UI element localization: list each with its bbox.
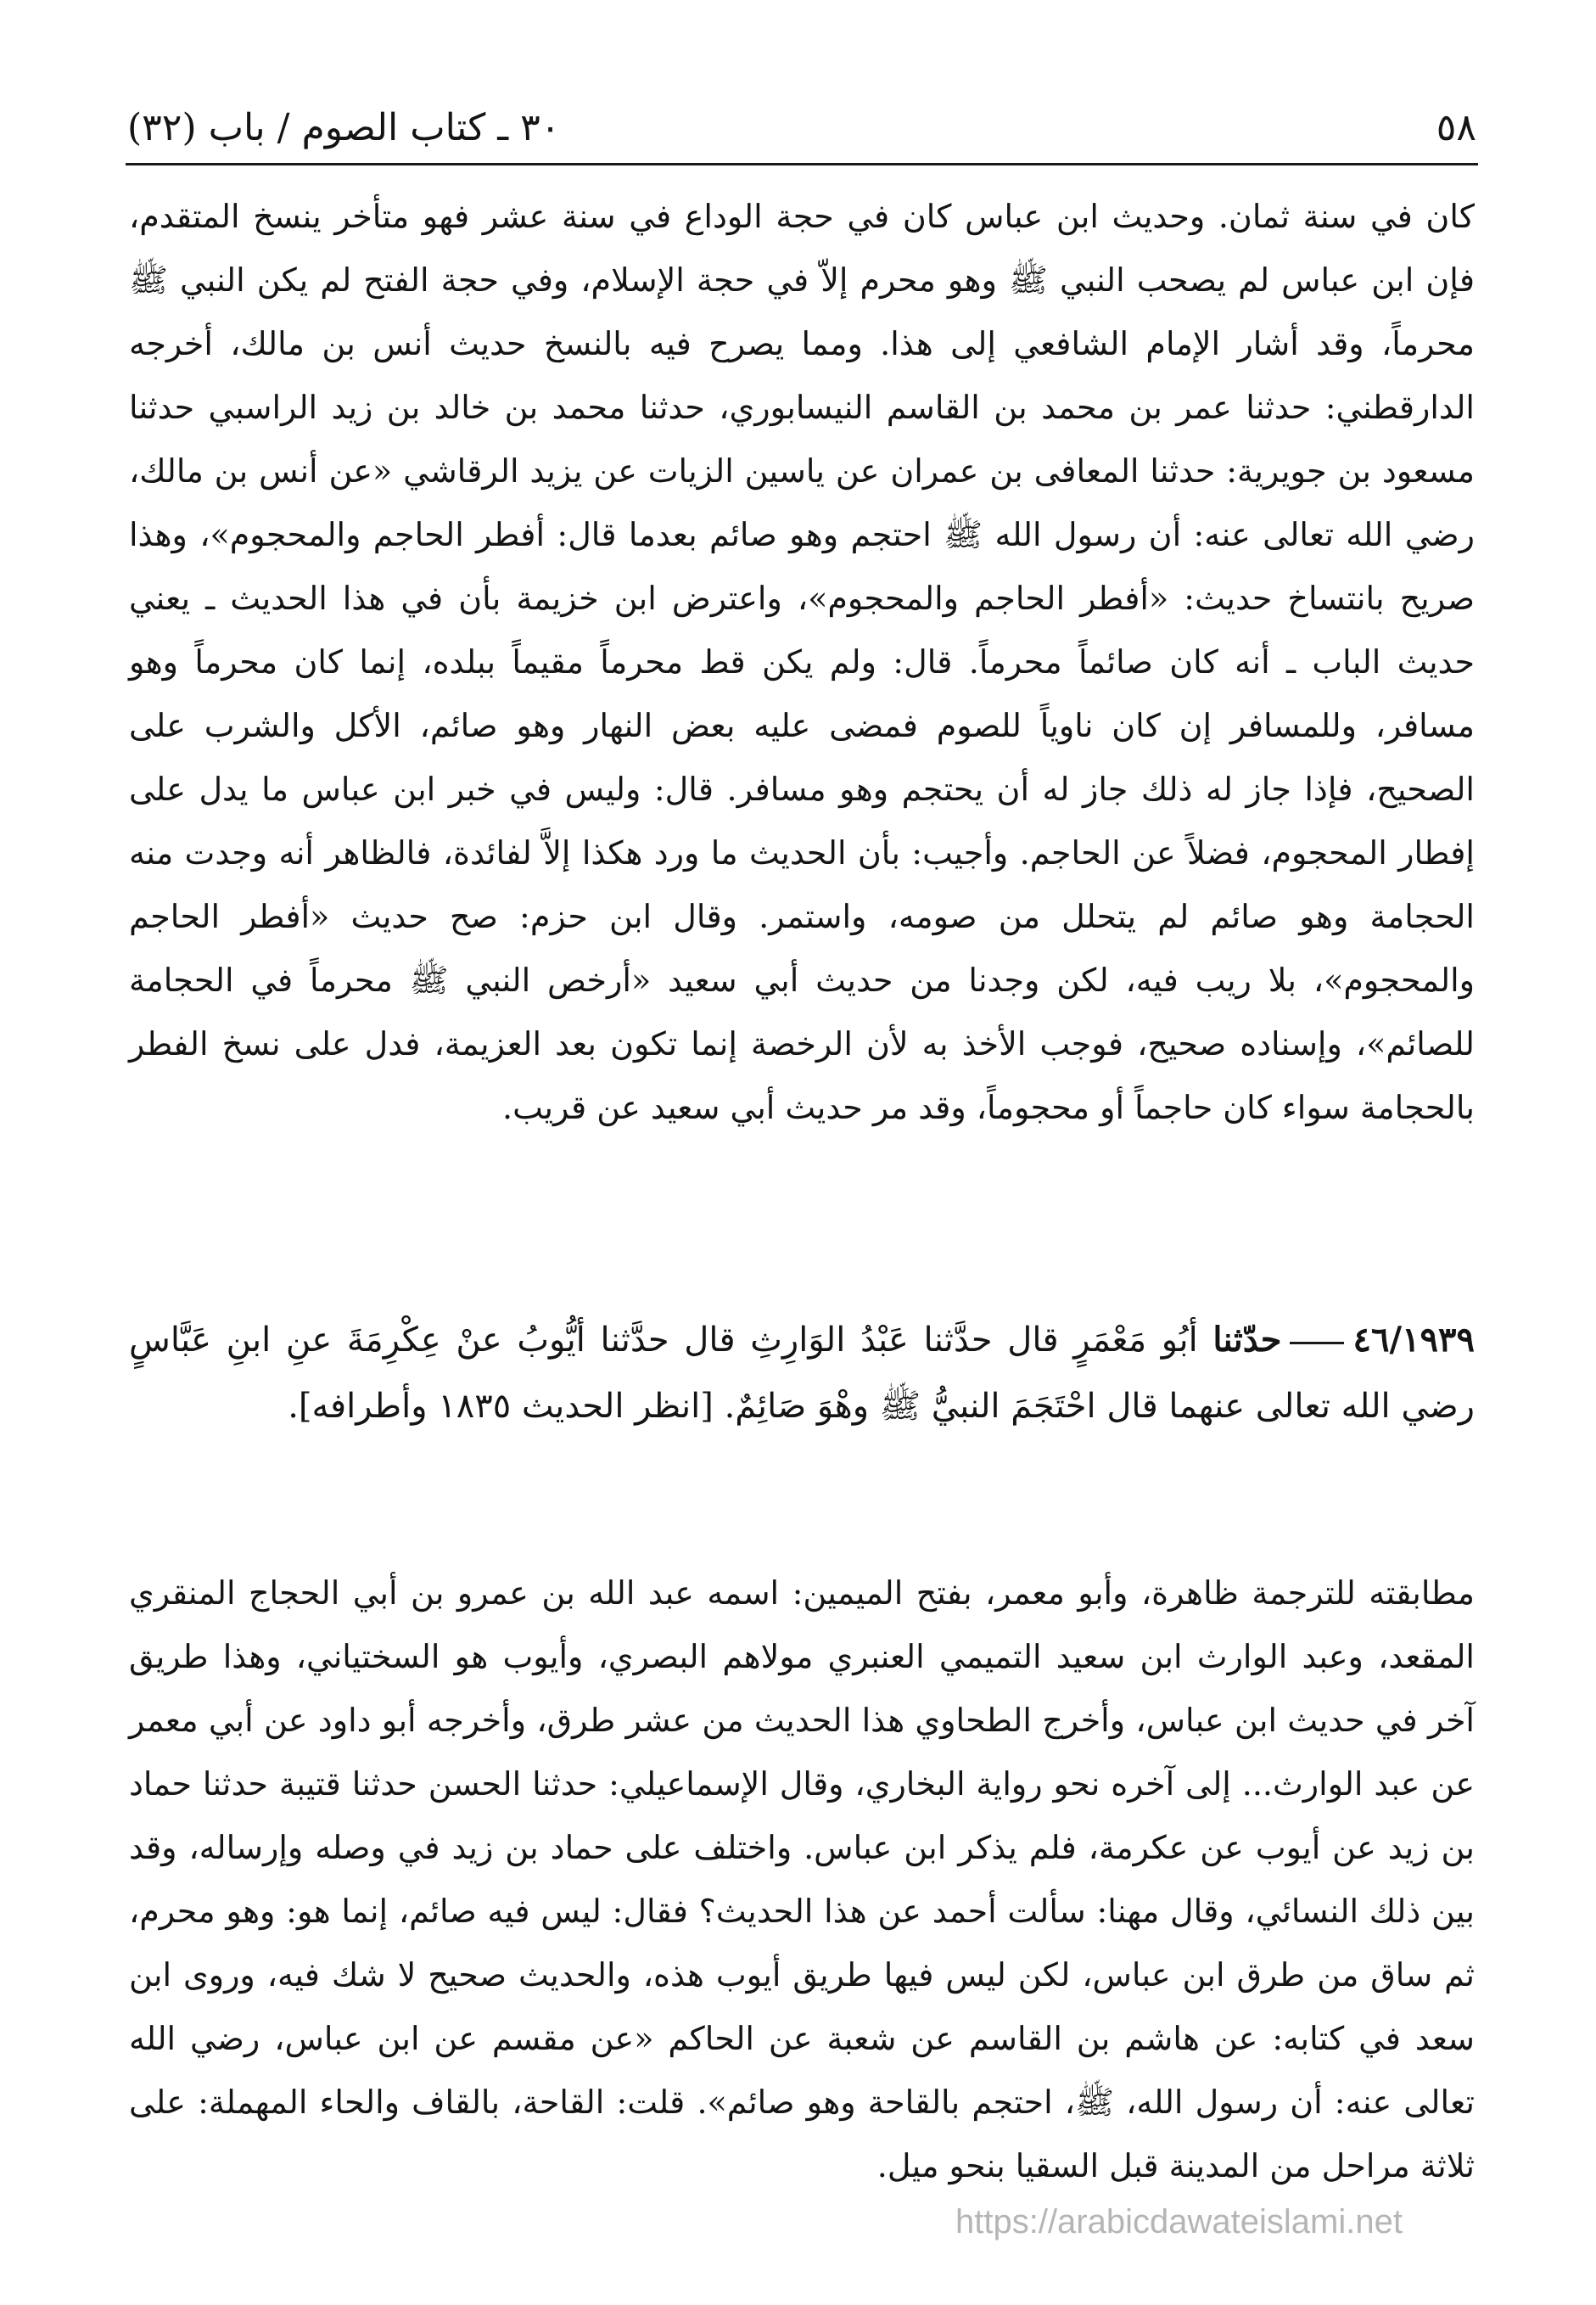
hadith-dash bbox=[1290, 1342, 1344, 1344]
commentary-block-2 bbox=[129, 1562, 1475, 2198]
commentary-block-1 bbox=[129, 185, 1475, 1140]
running-title: ٣٠ ـ كتاب الصوم / باب (٣٢) bbox=[127, 106, 561, 149]
page-number: ٥٨ bbox=[1436, 106, 1476, 149]
commentary-paragraph-2: مطابقته للترجمة ظاهرة، وأبو معمر، بفتح الميمين: اسمه عبد الله بن عمرو بن أبي الحجاج المنقري المقعد، وعبد الوارث ابن سعيد التميمي العنبري مولاهم البصري، وأيوب هو السختياني، وهذا طريق آخر في حديث ابن عباس، وأخرج الطحاوي هذا الحديث من عشر طرق، وأخرجه أبو داود عن أبي معمر عن عبد الوارث... إلى آخره نحو رواية البخاري، وقال الإسماعيلي: حدثنا الحسن حدثنا قتيبة حدثنا حماد بن زيد عن أيوب عن عكرمة، فلم يذكر ابن عباس. واختلف على حماد بن زيد في وصله وإرساله، وقد بين ذلك النسائي، وقال مهنا: سألت أحمد عن هذا الحديث؟ فقال: ليس فيه صائم، إنما هو: وهو محرم، ثم ساق من طرق ابن عباس، لكن ليس فيها طريق أيوب هذه، والحديث صحيح لا شك فيه، وروى ابن سعد في كتابه: عن هاشم بن القاسم عن شعبة عن الحاكم «عن مقسم عن ابن عباس، رضي الله تعالى عنه: أن رسول الله، ﷺ، احتجم بالقاحة وهو صائم». قلت: القاحة، بالقاف والحاء المهملة: على ثلاثة مراحل من المدينة قبل السقيا بنحو ميل. bbox=[129, 1574, 1475, 2184]
hadith-block bbox=[129, 1307, 1475, 1439]
hadith-number: ٤٦/١٩٣٩ bbox=[1352, 1320, 1475, 1360]
hadith-lead-word: حدّثنا bbox=[1212, 1320, 1282, 1360]
header-divider bbox=[126, 163, 1478, 165]
hadith-paragraph bbox=[129, 1307, 1475, 1439]
page-header bbox=[127, 98, 1476, 157]
watermark-url: https://arabicdawateislami.net bbox=[955, 2203, 1403, 2241]
hadith-text: أبُو مَعْمَرٍ قال حدَّثنا عَبْدُ الوَارِثِ قال حدَّثنا أيُّوبُ عنْ عِكْرِمَةَ عنِ ابنِ عَبَّاسٍ رضي الله تعالى عنهما قال احْتَجَمَ النبيُّ ﷺ وهْوَ صَائِمٌ. [انظر الحديث ١٨٣٥ وأطرافه]. bbox=[129, 1321, 1475, 1426]
commentary-paragraph-1: كان في سنة ثمان. وحديث ابن عباس كان في حجة الوداع في سنة عشر فهو متأخر ينسخ المتقدم، فإن ابن عباس لم يصحب النبي ﷺ وهو محرم إلاّ في حجة الإسلام، وفي حجة الفتح لم يكن النبي ﷺ محرماً، وقد أشار الإمام الشافعي إلى هذا. ومما يصرح فيه بالنسخ حديث أنس بن مالك، أخرجه الدارقطني: حدثنا عمر بن محمد بن القاسم النيسابوري، حدثنا محمد بن خالد بن زيد الراسبي حدثنا مسعود بن جويرية: حدثنا المعافى بن عمران عن ياسين الزيات عن يزيد الرقاشي «عن أنس بن مالك، رضي الله تعالى عنه: أن رسول الله ﷺ احتجم وهو صائم بعدما قال: أفطر الحاجم والمحجوم»، وهذا صريح بانتساخ حديث: «أفطر الحاجم والمحجوم»، واعترض ابن خزيمة بأن في هذا الحديث ـ يعني حديث الباب ـ أنه كان صائماً محرماً. قال: ولم يكن قط محرماً مقيماً ببلده، إنما كان محرماً وهو مسافر، وللمسافر إن كان ناوياً للصوم فمضى عليه بعض النهار وهو صائم، الأكل والشرب على الصحيح، فإذا جاز له ذلك جاز له أن يحتجم وهو مسافر. قال: وليس في خبر ابن عباس ما يدل على إفطار المحجوم، فضلاً عن الحاجم. وأجيب: بأن الحديث ما ورد هكذا إلاَّ لفائدة، فالظاهر أنه وجدت منه الحجامة وهو صائم لم يتحلل من صومه، واستمر. وقال ابن حزم: صح حديث «أفطر الحاجم والمحجوم»، بلا ريب فيه، لكن وجدنا من حديث أبي سعيد «أرخص النبي ﷺ محرماً في الحجامة للصائم»، وإسناده صحيح، فوجب الأخذ به لأن الرخصة إنما تكون بعد العزيمة، فدل على نسخ الفطر بالحجامة سواء كان حاجماً أو محجوماً، وقد مر حديث أبي سعيد عن قريب. bbox=[129, 198, 1475, 1126]
